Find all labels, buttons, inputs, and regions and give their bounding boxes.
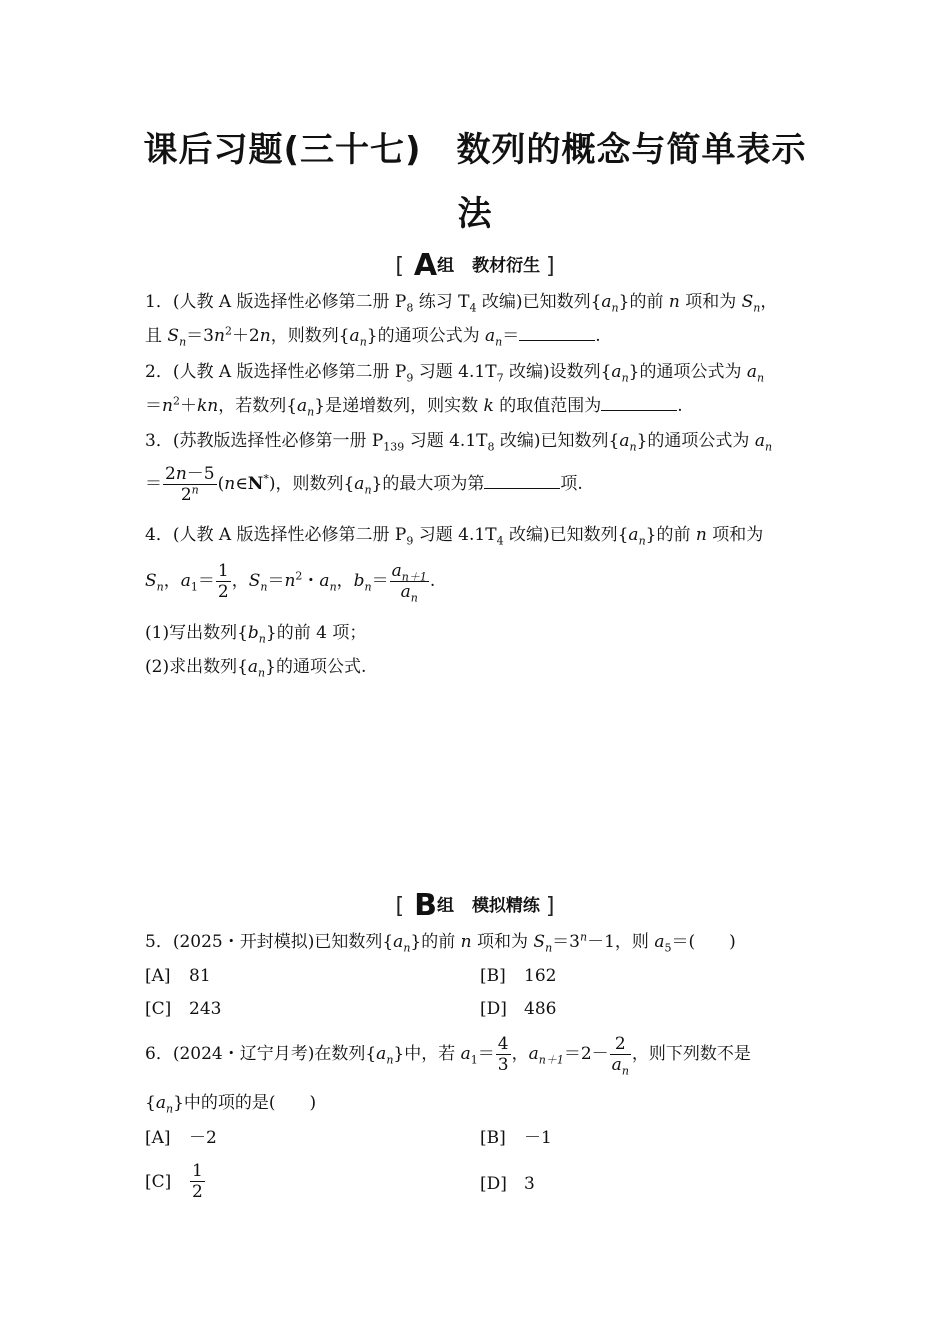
question-4-line-2: $S_n$，$a_1=$ $\frac{1}{2}$ ，$S_n=n^2$・$a_n$，$b_n=$ $\frac{a_{n+1}}{a_n}$ .	[145, 561, 436, 605]
group-name: 教材衍生	[472, 256, 541, 276]
question-2-line-1: 2．(人教 A 版选择性必修第二册 $P_9$ 习题 $4.1T_7$ 改编)设数列$\{a_n\}$的通项公式为 $a_n$	[145, 362, 765, 385]
option-b[interactable]: [B] 162	[480, 966, 557, 986]
fraction: $\frac{a_{n+1}}{a_n}$	[391, 561, 427, 605]
group-label: 组	[437, 256, 455, 276]
question-1-line-2: 且 $S_n=3n^2+2n$，则数列$\{a_n\}$的通项公式为 $a_n=$ .	[145, 324, 601, 349]
question-6-line-1: 6．(2024・辽宁月考)在数列$\{a_n\}$中，若 $a_1=$ $\frac{4}{3}$ ，$a_{n+1}=2-$ $\frac{2}{a_n}$ ，则下列数不是	[145, 1034, 751, 1078]
title-line-1: 课后习题(三十七) 数列的概念与简单表示	[143, 130, 807, 170]
question-4-part-2: (2)求出数列$\{a_n\}$的通项公式.	[145, 657, 367, 680]
group-b-header	[0, 888, 950, 923]
question-1-line-1: 1．(人教 A 版选择性必修第二册 $P_8$ 练习 $T_4$ 改编)已知数列$\{a_n\}$的前 n 项和为 $S_n$，	[145, 292, 778, 315]
question-3-line-2: ＝ $\frac{2n-5}{2^n}$ (n∈N*)，则数列$\{a_n\}$的最大项为第 项.	[145, 464, 583, 505]
bracket-open: [	[395, 894, 405, 919]
group-a-header	[0, 248, 950, 283]
bracket-close: ]	[546, 254, 555, 279]
answer-blank[interactable]	[601, 396, 677, 411]
group-name: 模拟精练	[471, 896, 540, 916]
fraction: $\frac{2}{a_n}$	[611, 1034, 629, 1078]
option-d[interactable]: [D] 486	[480, 999, 557, 1019]
fraction: $\frac{1}{2}$	[217, 561, 229, 602]
group-label: 组	[436, 896, 454, 916]
option-c[interactable]: [C] 243	[145, 999, 222, 1019]
option-a[interactable]: [A] 81	[145, 966, 211, 986]
group-letter: A	[413, 248, 438, 283]
question-3-line-1: 3．(苏教版选择性必修第一册 $P_{139}$ 习题 $4.1T_8$ 改编)已知数列$\{a_n\}$的通项公式为 $a_n$	[145, 431, 773, 454]
fraction: $\frac{2n-5}{2^n}$	[165, 464, 215, 505]
option-a[interactable]: [A] －2	[145, 1128, 217, 1148]
question-5-stem: 5．(2025・开封模拟)已知数列$\{a_n\}$的前 n 项和为 $S_n=3^n-1$，则 $a_5=$( )	[145, 930, 736, 955]
bracket-open: [	[395, 254, 404, 279]
question-4-part-1: (1)写出数列$\{b_n\}$的前 4 项；	[145, 623, 367, 646]
fraction: $\frac{1}{2}$	[192, 1161, 203, 1202]
answer-blank[interactable]	[484, 474, 560, 489]
question-6-line-2: $\{a_n\}$中的项的是( )	[145, 1093, 317, 1116]
group-letter: B	[414, 888, 437, 923]
option-b[interactable]: [B] －1	[480, 1128, 552, 1148]
page-title	[120, 118, 830, 246]
question-2-line-2: $=n^2+kn$，若数列$\{a_n\}$是递增数列，则实数 k 的取值范围为 .	[145, 394, 683, 419]
question-4-line-1: 4．(人教 A 版选择性必修第二册 $P_9$ 习题 $4.1T_4$ 改编)已知数列$\{a_n\}$的前 n 项和为	[145, 525, 764, 548]
fraction: $\frac{4}{3}$	[497, 1034, 509, 1075]
title-line-2: 法	[457, 194, 493, 234]
answer-blank[interactable]	[519, 326, 595, 341]
option-d[interactable]: [D] 3	[480, 1174, 535, 1194]
option-c[interactable]: [C] $\frac{1}{2}$	[145, 1161, 203, 1202]
bracket-close: ]	[545, 894, 555, 919]
